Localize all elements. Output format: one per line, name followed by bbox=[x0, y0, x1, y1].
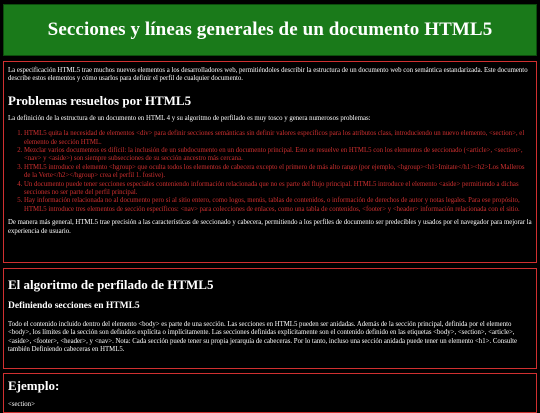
definition-paragraph: La definición de la estructura de un documento en HTML 4 y su algoritmo de perfilado es muy tosco y genera numerosos problemas: bbox=[8, 114, 371, 122]
list-item: 4. Un documento puede tener secciones especiales conteniendo información relacionada que no es parte del flujo principal. HTML5 introduce el elemento <aside> permitiendo a dichas secciones no ser parte del perfil principal. bbox=[24, 181, 532, 198]
section-example bbox=[3, 373, 537, 413]
section-algorithm bbox=[3, 268, 537, 369]
subheading-defining-sections: Definiendo secciones en HTML5 bbox=[8, 301, 140, 311]
page-header bbox=[3, 4, 537, 56]
algorithm-paragraph: Todo el contenido incluido dentro del elemento <body> es parte de una sección. Las secciones en HTML5 pueden ser anidadas. Además de la sección principal, definida por el elemento <body>, los límites de la sección son definidos explícita o implícitamente. Las secciones definidas explícitamente son el contenido definido en las etiquetas <body>, <section>, <article>, <aside>, <footer>, <header>, y <nav>. Nota: Cada sección puede tener su propia jerarquía de cabeceras. Por lo tanto, incluso una sección anidada puede tener un elemento <h1>. Consulte también Definiendo cabeceras en HTML5. bbox=[8, 321, 518, 354]
section-heading-example: Ejemplo: bbox=[8, 378, 60, 393]
list-item: 3. HTML5 introduce el elemento <hgroup> que oculta todos los elementos de cabecera excepto el primero de más alto rango (por ejemplo, <hgroup><h1>Imitate</h1><h2>Los Malleros de la Verte</h2></hgroup> crea el perfil 1. fostive). bbox=[24, 164, 532, 181]
section-heading-algorithm: El algoritmo de perfilado de HTML5 bbox=[8, 277, 214, 292]
list-item: 5. Hay información relacionada no al documento pero sí al sitio entero, como logos, menús, tablas de contenidos, o información de derechos de autor y notas legales. Para ese propósito, HTML5 introduce tres elementos de sección específicos: <nav> para colecciones de enlaces, como una tabla de contenidos, <footer> y <header> información relacionada con el sitio. bbox=[24, 197, 532, 214]
summary-paragraph: De manera más general, HTML5 trae precisión a las características de seccionado y cabecera, permitiendo a los perfiles de documento ser predecibles y usados por el navegador para mejorar la experiencia de usuario. bbox=[8, 219, 532, 235]
list-item: 2. Mezclar varios documentos es difícil: la inclusión de un subdocumento en un documento principal. Esto se resuelve en HTML5 con los elementos de seccionado (<article>, <section>, <nav> y <aside>) son siempre subsecciones de su sección ancestro más cercana. bbox=[24, 147, 532, 164]
section-problems bbox=[3, 61, 537, 263]
list-item: 1. HTML5 quita la necesidad de elementos <div> para definir secciones semánticas sin definir valores específicos para los atributos class, introduciendo un nuevo elemento, <section>, el elemento de sección HTML. bbox=[24, 130, 532, 147]
page-title: Secciones y líneas generales de un documento HTML5 bbox=[47, 19, 493, 40]
problems-list bbox=[8, 130, 532, 214]
intro-paragraph: La especificación HTML5 trae muchos nuevos elementos a los desarrolladores web, permitiéndoles describir la estructura de un documento web con semántica estandarizada. Este documento describe estos elementos y cómo usarlos para definir el perfil de cualquier documento. bbox=[8, 67, 528, 83]
section-heading-problems: Problemas resueltos por HTML5 bbox=[8, 92, 192, 108]
code-snippet: <section> bbox=[8, 401, 35, 408]
